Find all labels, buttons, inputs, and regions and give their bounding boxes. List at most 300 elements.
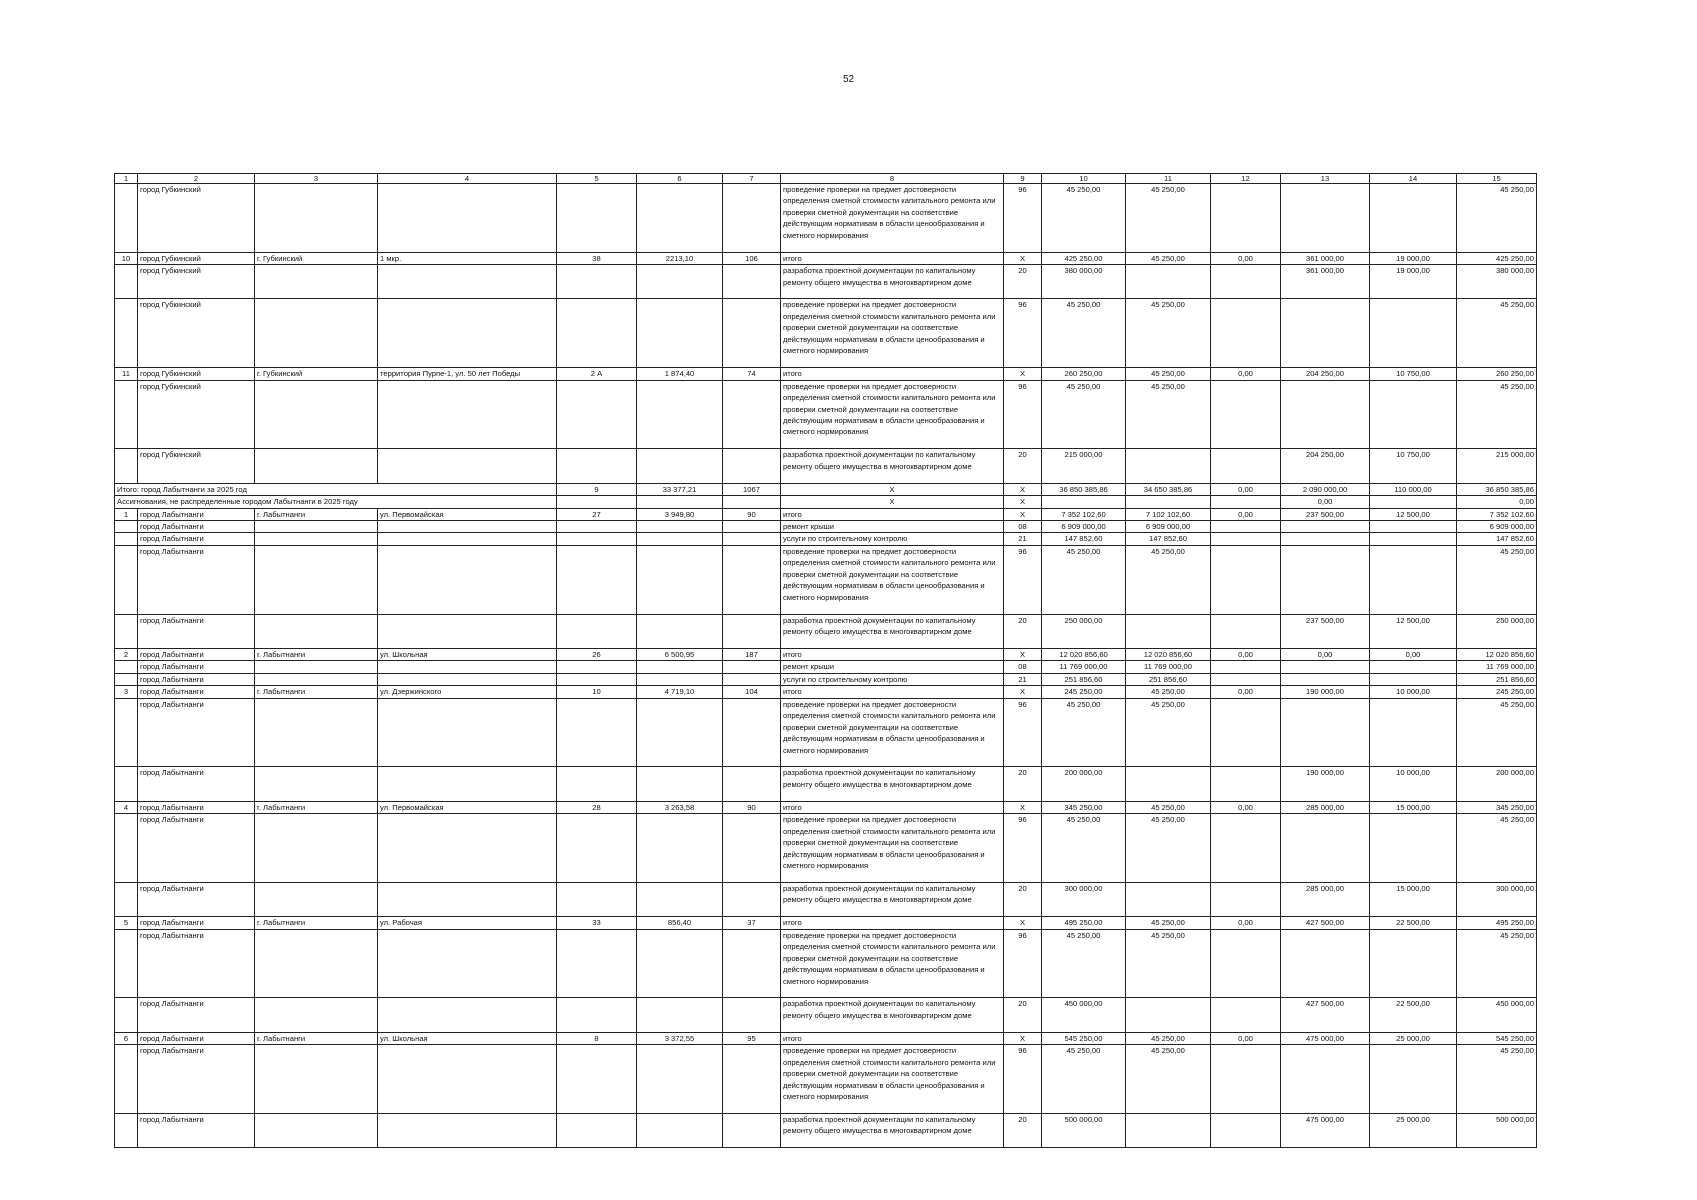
cell-area xyxy=(637,673,723,685)
cell-total-cost: 500 000,00 xyxy=(1042,1113,1126,1147)
cell-total-cost: 45 250,00 xyxy=(1042,814,1126,883)
cell-budget-cost xyxy=(1211,1113,1281,1147)
cell-num xyxy=(115,545,138,614)
cell-residents xyxy=(723,929,781,998)
summary-row xyxy=(115,483,1537,495)
cell-house xyxy=(557,265,637,299)
cell-municipality: город Лабытнанги xyxy=(138,998,255,1032)
cell-work-code: 96 xyxy=(1004,1045,1042,1114)
cell-house xyxy=(557,184,637,253)
cell-num xyxy=(115,380,138,449)
cell-budget-cost xyxy=(1211,496,1281,508)
cell-num xyxy=(115,299,138,368)
table-row xyxy=(115,698,1537,767)
cell-sum-cost: 250 000,00 xyxy=(1457,614,1537,648)
cell-residents xyxy=(723,1113,781,1147)
cell-residents: 95 xyxy=(723,1032,781,1044)
cell-municipality: город Лабытнанги xyxy=(138,521,255,533)
cell-work-type: итого xyxy=(781,648,1004,660)
cell-work-type: разработка проектной документации по капитальному ремонту общего имущества в многоквартирном доме xyxy=(781,614,1004,648)
cell-fund-cost: 251 856,60 xyxy=(1126,673,1211,685)
cell-fund-cost xyxy=(1126,998,1211,1032)
cell-locality: г. Лабытнанги xyxy=(255,1032,378,1044)
cell-municipality: город Губкинский xyxy=(138,380,255,449)
table-row xyxy=(115,299,1537,368)
cell-work-type: X xyxy=(781,496,1004,508)
cell-budget-cost xyxy=(1211,929,1281,998)
header-cell-12: 12 xyxy=(1211,174,1281,184)
cell-municipal-cost: 361 000,00 xyxy=(1281,265,1370,299)
cell-street xyxy=(378,380,557,449)
cell-num xyxy=(115,814,138,883)
table-row xyxy=(115,380,1537,449)
cell-residents xyxy=(723,184,781,253)
cell-fund-cost: 45 250,00 xyxy=(1126,380,1211,449)
cell-municipal-cost xyxy=(1281,673,1370,685)
cell-municipal-cost: 427 500,00 xyxy=(1281,998,1370,1032)
cell-total-cost: 200 000,00 xyxy=(1042,767,1126,801)
cell-owners-cost xyxy=(1370,698,1457,767)
cell-street: ул. Школьная xyxy=(378,648,557,660)
cell-street xyxy=(378,998,557,1032)
cell-house: 10 xyxy=(557,686,637,698)
cell-total-cost: 7 352 102,60 xyxy=(1042,508,1126,520)
cell-num: 1 xyxy=(115,508,138,520)
cell-sum-cost: 450 000,00 xyxy=(1457,998,1537,1032)
cell-work-type: разработка проектной документации по капитальному ремонту общего имущества в многоквартирном доме xyxy=(781,998,1004,1032)
cell-house xyxy=(557,449,637,483)
cell-work-code: 20 xyxy=(1004,882,1042,916)
cell-municipal-cost: 204 250,00 xyxy=(1281,368,1370,380)
cell-residents: 104 xyxy=(723,686,781,698)
header-cell-11: 11 xyxy=(1126,174,1211,184)
cell-fund-cost: 45 250,00 xyxy=(1126,1045,1211,1114)
cell-street xyxy=(378,767,557,801)
cell-work-code: 96 xyxy=(1004,929,1042,998)
cell-num: 11 xyxy=(115,368,138,380)
cell-area xyxy=(637,661,723,673)
cell-total-cost: 545 250,00 xyxy=(1042,1032,1126,1044)
cell-num xyxy=(115,184,138,253)
cell-municipality: город Лабытнанги xyxy=(138,801,255,813)
cell-locality: г. Лабытнанги xyxy=(255,648,378,660)
cell-residents xyxy=(723,882,781,916)
cell-owners-cost xyxy=(1370,533,1457,545)
cell-owners-cost xyxy=(1370,929,1457,998)
cell-sum-cost: 200 000,00 xyxy=(1457,767,1537,801)
cell-work-code: X xyxy=(1004,368,1042,380)
cell-fund-cost xyxy=(1126,1113,1211,1147)
cell-municipality: город Лабытнанги xyxy=(138,648,255,660)
cell-area xyxy=(637,496,723,508)
cell-num: 6 xyxy=(115,1032,138,1044)
cell-total-cost: 345 250,00 xyxy=(1042,801,1126,813)
cell-municipal-cost: 361 000,00 xyxy=(1281,252,1370,264)
cell-house xyxy=(557,767,637,801)
cell-area xyxy=(637,521,723,533)
cell-municipal-cost: 190 000,00 xyxy=(1281,767,1370,801)
cell-locality xyxy=(255,265,378,299)
cell-total-cost xyxy=(1042,496,1126,508)
cell-sum-cost: 45 250,00 xyxy=(1457,929,1537,998)
cell-sum-cost: 380 000,00 xyxy=(1457,265,1537,299)
cell-locality xyxy=(255,661,378,673)
cell-residents xyxy=(723,698,781,767)
cell-owners-cost: 15 000,00 xyxy=(1370,801,1457,813)
cell-budget-cost xyxy=(1211,1045,1281,1114)
cell-sum-cost: 300 000,00 xyxy=(1457,882,1537,916)
cell-fund-cost xyxy=(1126,496,1211,508)
cell-street xyxy=(378,882,557,916)
header-cell-10: 10 xyxy=(1042,174,1126,184)
cell-municipality: город Лабытнанги xyxy=(138,533,255,545)
cell-residents: 106 xyxy=(723,252,781,264)
cell-residents: 187 xyxy=(723,648,781,660)
cell-owners-cost xyxy=(1370,814,1457,883)
cell-num xyxy=(115,661,138,673)
cell-sum-cost: 36 850 385,86 xyxy=(1457,483,1537,495)
cell-fund-cost: 147 852,60 xyxy=(1126,533,1211,545)
cell-budget-cost xyxy=(1211,533,1281,545)
cell-house xyxy=(557,299,637,368)
cell-sum-cost: 45 250,00 xyxy=(1457,1045,1537,1114)
cell-area xyxy=(637,299,723,368)
cell-street xyxy=(378,299,557,368)
cell-total-cost: 495 250,00 xyxy=(1042,917,1126,929)
cell-num xyxy=(115,882,138,916)
cell-budget-cost: 0,00 xyxy=(1211,1032,1281,1044)
cell-fund-cost: 34 650 385,86 xyxy=(1126,483,1211,495)
cell-street xyxy=(378,533,557,545)
table-row xyxy=(115,648,1537,660)
summary-row xyxy=(115,496,1537,508)
cell-total-cost: 12 020 856,60 xyxy=(1042,648,1126,660)
cell-total-cost: 36 850 385,86 xyxy=(1042,483,1126,495)
cell-num xyxy=(115,533,138,545)
cell-municipal-cost xyxy=(1281,814,1370,883)
cell-total-cost: 380 000,00 xyxy=(1042,265,1126,299)
cell-area: 856,40 xyxy=(637,917,723,929)
cell-locality: г. Губкинский xyxy=(255,368,378,380)
cell-municipality: город Лабытнанги xyxy=(138,1032,255,1044)
cell-locality: г. Лабытнанги xyxy=(255,801,378,813)
cell-fund-cost: 45 250,00 xyxy=(1126,801,1211,813)
cell-fund-cost: 11 769 000,00 xyxy=(1126,661,1211,673)
cell-total-cost: 11 769 000,00 xyxy=(1042,661,1126,673)
cell-residents xyxy=(723,1045,781,1114)
cell-budget-cost xyxy=(1211,614,1281,648)
cell-sum-cost: 45 250,00 xyxy=(1457,814,1537,883)
header-cell-6: 6 xyxy=(637,174,723,184)
table-row xyxy=(115,1045,1537,1114)
cell-budget-cost xyxy=(1211,184,1281,253)
summary-label: Итого: город Лабытнанги за 2025 год xyxy=(115,483,557,495)
table-row xyxy=(115,882,1537,916)
cell-residents xyxy=(723,661,781,673)
cell-area: 3 263,58 xyxy=(637,801,723,813)
cell-area xyxy=(637,614,723,648)
cell-locality xyxy=(255,533,378,545)
cell-budget-cost xyxy=(1211,299,1281,368)
cell-municipal-cost: 0,00 xyxy=(1281,496,1370,508)
cell-residents xyxy=(723,521,781,533)
cell-sum-cost: 45 250,00 xyxy=(1457,698,1537,767)
cell-house xyxy=(557,380,637,449)
cell-work-type: проведение проверки на предмет достоверности определения сметной стоимости капитального ремонта или проверки сметной документации на соответствие действующим нормативам в области ценообразования и сметного нормирования xyxy=(781,380,1004,449)
cell-owners-cost: 15 000,00 xyxy=(1370,882,1457,916)
header-cell-2: 2 xyxy=(138,174,255,184)
cell-municipality: город Лабытнанги xyxy=(138,917,255,929)
cell-budget-cost xyxy=(1211,661,1281,673)
cell-municipality: город Губкинский xyxy=(138,368,255,380)
cell-street: 1 мкр. xyxy=(378,252,557,264)
cell-fund-cost: 45 250,00 xyxy=(1126,184,1211,253)
cell-work-type: разработка проектной документации по капитальному ремонту общего имущества в многоквартирном доме xyxy=(781,265,1004,299)
cell-owners-cost xyxy=(1370,380,1457,449)
cell-budget-cost xyxy=(1211,545,1281,614)
table-row xyxy=(115,614,1537,648)
cell-owners-cost: 12 500,00 xyxy=(1370,614,1457,648)
cell-residents xyxy=(723,533,781,545)
cell-area xyxy=(637,184,723,253)
cell-residents xyxy=(723,614,781,648)
cell-total-cost: 45 250,00 xyxy=(1042,1045,1126,1114)
cell-work-code: 08 xyxy=(1004,521,1042,533)
cell-area xyxy=(637,545,723,614)
cell-house xyxy=(557,533,637,545)
cell-municipal-cost: 0,00 xyxy=(1281,648,1370,660)
table-row xyxy=(115,545,1537,614)
cell-municipality: город Лабытнанги xyxy=(138,673,255,685)
cell-sum-cost: 215 000,00 xyxy=(1457,449,1537,483)
cell-budget-cost xyxy=(1211,814,1281,883)
cell-municipality: город Губкинский xyxy=(138,252,255,264)
cell-municipal-cost xyxy=(1281,929,1370,998)
cell-budget-cost: 0,00 xyxy=(1211,917,1281,929)
cell-work-type: проведение проверки на предмет достоверности определения сметной стоимости капитального ремонта или проверки сметной документации на соответствие действующим нормативам в области ценообразования и сметного нормирования xyxy=(781,929,1004,998)
header-cell-9: 9 xyxy=(1004,174,1042,184)
cell-municipal-cost xyxy=(1281,380,1370,449)
cell-owners-cost xyxy=(1370,545,1457,614)
cell-total-cost: 45 250,00 xyxy=(1042,929,1126,998)
table-row xyxy=(115,508,1537,520)
cell-street: ул. Школьная xyxy=(378,1032,557,1044)
cell-fund-cost: 6 909 000,00 xyxy=(1126,521,1211,533)
cell-locality: г. Губкинский xyxy=(255,252,378,264)
header-cell-5: 5 xyxy=(557,174,637,184)
cell-municipality: город Лабытнанги xyxy=(138,929,255,998)
table-row xyxy=(115,998,1537,1032)
cell-street xyxy=(378,265,557,299)
cell-house: 9 xyxy=(557,483,637,495)
cell-locality xyxy=(255,673,378,685)
cell-residents: 74 xyxy=(723,368,781,380)
header-cell-1: 1 xyxy=(115,174,138,184)
header-row xyxy=(115,174,1537,184)
cell-num xyxy=(115,929,138,998)
cell-total-cost: 45 250,00 xyxy=(1042,380,1126,449)
cell-sum-cost: 45 250,00 xyxy=(1457,184,1537,253)
cell-work-code: 96 xyxy=(1004,814,1042,883)
cell-residents: 90 xyxy=(723,801,781,813)
cell-area: 2213,10 xyxy=(637,252,723,264)
cell-municipal-cost: 237 500,00 xyxy=(1281,614,1370,648)
cell-residents: 37 xyxy=(723,917,781,929)
cell-num: 5 xyxy=(115,917,138,929)
cell-street: ул. Первомайская xyxy=(378,801,557,813)
cell-owners-cost xyxy=(1370,184,1457,253)
cell-municipal-cost: 285 000,00 xyxy=(1281,882,1370,916)
cell-work-type: услуги по строительному контролю xyxy=(781,533,1004,545)
summary-label: Ассигнования, не распределенные городом Лабытнанги в 2025 году xyxy=(115,496,557,508)
cell-municipal-cost xyxy=(1281,1045,1370,1114)
cell-num xyxy=(115,614,138,648)
cell-num: 4 xyxy=(115,801,138,813)
cell-work-code: 20 xyxy=(1004,767,1042,801)
table-row xyxy=(115,184,1537,253)
cell-municipality: город Лабытнанги xyxy=(138,814,255,883)
cell-area xyxy=(637,380,723,449)
table-row xyxy=(115,929,1537,998)
cell-work-code: 96 xyxy=(1004,184,1042,253)
cell-total-cost: 6 909 000,00 xyxy=(1042,521,1126,533)
cell-owners-cost: 10 000,00 xyxy=(1370,767,1457,801)
cell-fund-cost: 45 250,00 xyxy=(1126,368,1211,380)
cell-street xyxy=(378,698,557,767)
cell-work-type: проведение проверки на предмет достоверности определения сметной стоимости капитального ремонта или проверки сметной документации на соответствие действующим нормативам в области ценообразования и сметного нормирования xyxy=(781,545,1004,614)
cell-total-cost: 450 000,00 xyxy=(1042,998,1126,1032)
cell-total-cost: 45 250,00 xyxy=(1042,184,1126,253)
cell-work-type: итого xyxy=(781,252,1004,264)
cell-fund-cost: 45 250,00 xyxy=(1126,917,1211,929)
cell-municipal-cost xyxy=(1281,299,1370,368)
cell-owners-cost: 0,00 xyxy=(1370,648,1457,660)
cell-work-type: итого xyxy=(781,801,1004,813)
cell-work-type: проведение проверки на предмет достоверности определения сметной стоимости капитального ремонта или проверки сметной документации на соответствие действующим нормативам в области ценообразования и сметного нормирования xyxy=(781,299,1004,368)
cell-area: 33 377,21 xyxy=(637,483,723,495)
table-row xyxy=(115,917,1537,929)
cell-work-code: 20 xyxy=(1004,614,1042,648)
cell-area xyxy=(637,929,723,998)
cell-fund-cost: 45 250,00 xyxy=(1126,814,1211,883)
cell-budget-cost: 0,00 xyxy=(1211,686,1281,698)
cell-work-code: 96 xyxy=(1004,545,1042,614)
cell-locality: г. Лабытнанги xyxy=(255,508,378,520)
cell-work-type: итого xyxy=(781,508,1004,520)
cell-locality xyxy=(255,449,378,483)
cell-sum-cost: 251 856,60 xyxy=(1457,673,1537,685)
cell-owners-cost xyxy=(1370,299,1457,368)
cell-total-cost: 215 000,00 xyxy=(1042,449,1126,483)
cell-budget-cost: 0,00 xyxy=(1211,252,1281,264)
cell-municipality: город Лабытнанги xyxy=(138,1045,255,1114)
cell-house: 33 xyxy=(557,917,637,929)
cell-municipal-cost: 237 500,00 xyxy=(1281,508,1370,520)
cell-fund-cost: 45 250,00 xyxy=(1126,545,1211,614)
cell-owners-cost: 25 000,00 xyxy=(1370,1032,1457,1044)
cell-total-cost: 245 250,00 xyxy=(1042,686,1126,698)
cell-municipality: город Губкинский xyxy=(138,265,255,299)
header-cell-8: 8 xyxy=(781,174,1004,184)
table-row xyxy=(115,521,1537,533)
cell-owners-cost: 25 000,00 xyxy=(1370,1113,1457,1147)
cell-work-code: 96 xyxy=(1004,698,1042,767)
cell-house xyxy=(557,929,637,998)
cell-street: ул. Первомайская xyxy=(378,508,557,520)
cell-owners-cost xyxy=(1370,521,1457,533)
cell-area: 1 874,40 xyxy=(637,368,723,380)
cell-residents: 1067 xyxy=(723,483,781,495)
cell-total-cost: 300 000,00 xyxy=(1042,882,1126,916)
cell-budget-cost xyxy=(1211,998,1281,1032)
cell-house xyxy=(557,614,637,648)
cell-fund-cost: 45 250,00 xyxy=(1126,686,1211,698)
cell-area xyxy=(637,1045,723,1114)
register-table xyxy=(114,173,1537,1148)
cell-residents xyxy=(723,767,781,801)
cell-street: территория Пурпе-1, ул. 50 лет Победы xyxy=(378,368,557,380)
cell-total-cost: 45 250,00 xyxy=(1042,545,1126,614)
cell-area: 3 372,55 xyxy=(637,1032,723,1044)
cell-sum-cost: 245 250,00 xyxy=(1457,686,1537,698)
cell-residents xyxy=(723,545,781,614)
cell-owners-cost xyxy=(1370,1045,1457,1114)
cell-owners-cost: 22 500,00 xyxy=(1370,998,1457,1032)
cell-area xyxy=(637,533,723,545)
cell-total-cost: 45 250,00 xyxy=(1042,698,1126,767)
cell-work-code: 21 xyxy=(1004,673,1042,685)
cell-budget-cost: 0,00 xyxy=(1211,483,1281,495)
cell-fund-cost xyxy=(1126,767,1211,801)
cell-house xyxy=(557,496,637,508)
cell-municipal-cost xyxy=(1281,184,1370,253)
cell-work-type: разработка проектной документации по капитальному ремонту общего имущества в многоквартирном доме xyxy=(781,767,1004,801)
table-row xyxy=(115,814,1537,883)
cell-street xyxy=(378,929,557,998)
cell-num xyxy=(115,1113,138,1147)
cell-street xyxy=(378,449,557,483)
cell-num xyxy=(115,998,138,1032)
table-row xyxy=(115,265,1537,299)
cell-street xyxy=(378,661,557,673)
cell-house: 8 xyxy=(557,1032,637,1044)
cell-total-cost: 425 250,00 xyxy=(1042,252,1126,264)
cell-area xyxy=(637,998,723,1032)
cell-street: ул. Рабочая xyxy=(378,917,557,929)
cell-work-type: ремонт крыши xyxy=(781,521,1004,533)
cell-house xyxy=(557,661,637,673)
cell-area xyxy=(637,449,723,483)
cell-work-code: 20 xyxy=(1004,449,1042,483)
table-row xyxy=(115,449,1537,483)
header-cell-14: 14 xyxy=(1370,174,1457,184)
cell-house xyxy=(557,521,637,533)
cell-sum-cost: 0,00 xyxy=(1457,496,1537,508)
cell-municipality: город Лабытнанги xyxy=(138,698,255,767)
cell-locality xyxy=(255,184,378,253)
cell-area xyxy=(637,698,723,767)
table-row xyxy=(115,686,1537,698)
cell-locality xyxy=(255,882,378,916)
cell-house xyxy=(557,673,637,685)
header-cell-4: 4 xyxy=(378,174,557,184)
cell-locality xyxy=(255,299,378,368)
cell-sum-cost: 260 250,00 xyxy=(1457,368,1537,380)
cell-locality xyxy=(255,998,378,1032)
cell-owners-cost: 12 500,00 xyxy=(1370,508,1457,520)
cell-work-code: 08 xyxy=(1004,661,1042,673)
cell-locality xyxy=(255,1045,378,1114)
